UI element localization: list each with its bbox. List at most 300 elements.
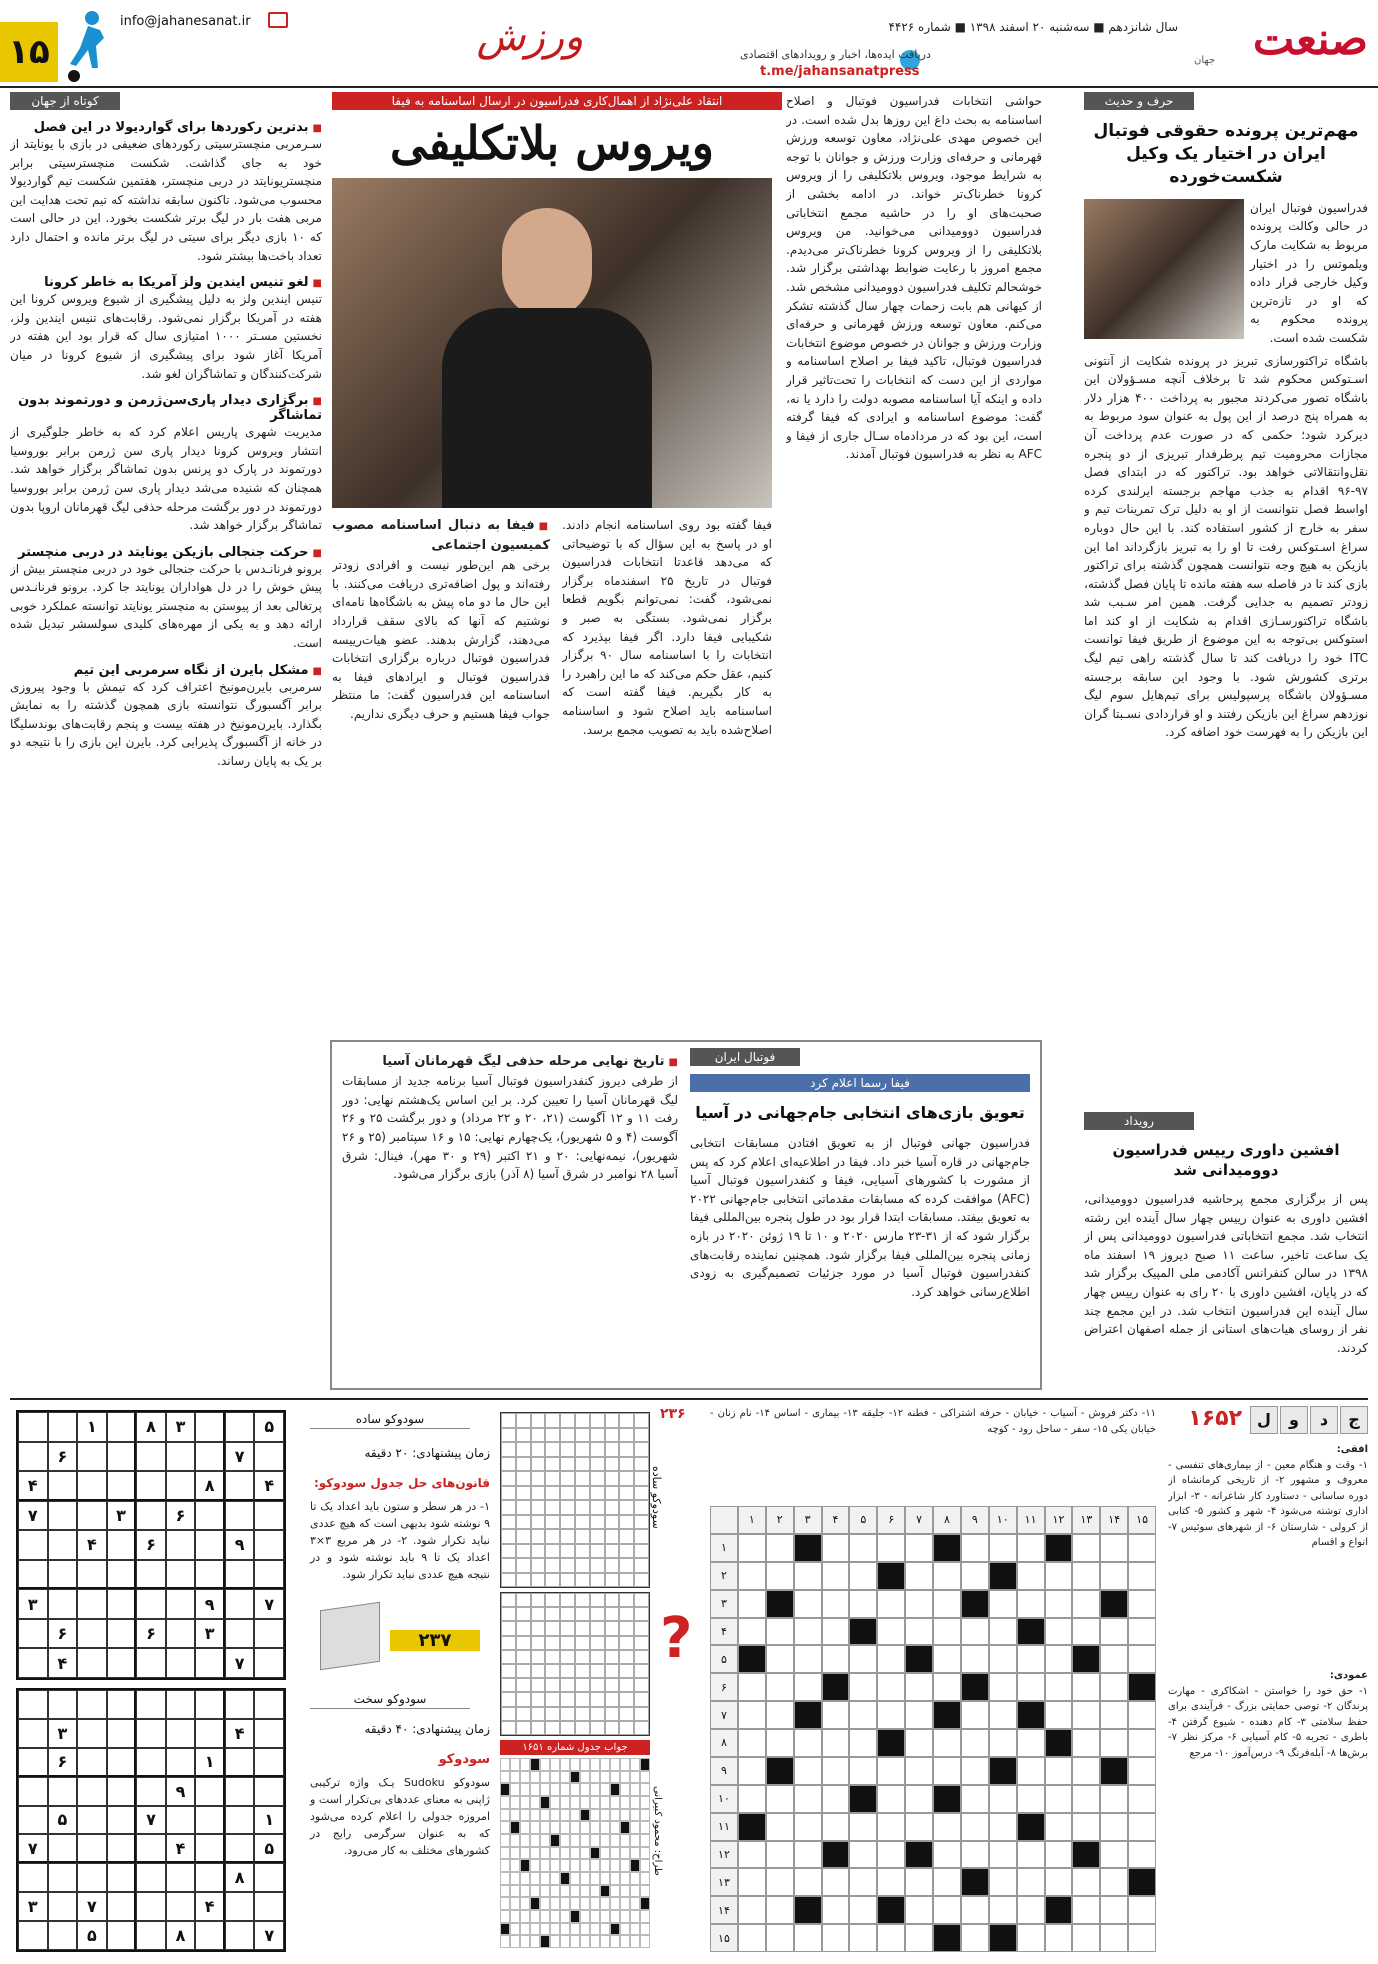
- mini-cell[interactable]: [619, 1428, 634, 1443]
- sudoku-cell[interactable]: [195, 1530, 225, 1560]
- crossword-cell[interactable]: [794, 1841, 822, 1869]
- mini-cell[interactable]: [634, 1721, 649, 1735]
- sudoku-cell[interactable]: ۶: [48, 1748, 78, 1777]
- sudoku-cell[interactable]: [77, 1442, 107, 1472]
- sudoku-cell[interactable]: [107, 1589, 137, 1619]
- sudoku-cell[interactable]: [77, 1619, 107, 1649]
- sudoku-cell[interactable]: [136, 1719, 166, 1748]
- mini-cell[interactable]: [501, 1515, 516, 1530]
- sudoku-cell[interactable]: [77, 1748, 107, 1777]
- crossword-cell[interactable]: [766, 1701, 794, 1729]
- mini-cell[interactable]: [501, 1529, 516, 1544]
- crossword-cell[interactable]: [933, 1618, 961, 1646]
- sudoku-cell[interactable]: [254, 1648, 284, 1678]
- crossword-cell[interactable]: [794, 1896, 822, 1924]
- crossword-cell[interactable]: [794, 1785, 822, 1813]
- mini-cell[interactable]: [501, 1486, 516, 1501]
- crossword-cell[interactable]: [1072, 1534, 1100, 1562]
- sudoku-cell[interactable]: ۸: [136, 1412, 166, 1442]
- sudoku-cell[interactable]: ۸: [225, 1863, 255, 1892]
- crossword-cell[interactable]: [1072, 1757, 1100, 1785]
- crossword-cell[interactable]: [877, 1590, 905, 1618]
- crossword-cell[interactable]: [766, 1590, 794, 1618]
- sudoku-cell[interactable]: ۳: [166, 1412, 196, 1442]
- mini-cell[interactable]: [531, 1515, 546, 1530]
- mini-cell[interactable]: [560, 1515, 575, 1530]
- crossword-cell[interactable]: [1045, 1924, 1073, 1952]
- sudoku-cell[interactable]: [195, 1560, 225, 1590]
- crossword-cell[interactable]: [905, 1562, 933, 1590]
- crossword-cell[interactable]: [822, 1645, 850, 1673]
- crossword-cell[interactable]: [849, 1785, 877, 1813]
- sudoku-cell[interactable]: ۵: [254, 1412, 284, 1442]
- crossword-cell[interactable]: [794, 1618, 822, 1646]
- crossword-cell[interactable]: [1072, 1785, 1100, 1813]
- mini-cell[interactable]: [590, 1529, 605, 1544]
- mini-cell[interactable]: [634, 1707, 649, 1721]
- sudoku-cell[interactable]: [107, 1690, 137, 1719]
- mini-cell[interactable]: [501, 1544, 516, 1559]
- crossword-cell[interactable]: [1128, 1841, 1156, 1869]
- sudoku-cell[interactable]: [254, 1690, 284, 1719]
- mini-cell[interactable]: [634, 1442, 649, 1457]
- sudoku-cell[interactable]: [48, 1471, 78, 1501]
- crossword-cell[interactable]: [794, 1701, 822, 1729]
- mini-cell[interactable]: [605, 1457, 620, 1472]
- mini-cell[interactable]: [545, 1500, 560, 1515]
- sudoku-cell[interactable]: ۴: [48, 1648, 78, 1678]
- sudoku-cell[interactable]: [195, 1442, 225, 1472]
- crossword-cell[interactable]: [1100, 1924, 1128, 1952]
- sudoku-cell[interactable]: ۳: [107, 1501, 137, 1531]
- mini-cell[interactable]: [634, 1650, 649, 1664]
- crossword-cell[interactable]: [794, 1757, 822, 1785]
- mini-cell[interactable]: [545, 1664, 560, 1678]
- sudoku-bottom-grid[interactable]: [16, 1688, 286, 1952]
- crossword-cell[interactable]: [1045, 1785, 1073, 1813]
- mini-cell[interactable]: [590, 1650, 605, 1664]
- sudoku-cell[interactable]: [18, 1530, 48, 1560]
- crossword-cell[interactable]: [1072, 1618, 1100, 1646]
- mini-cell[interactable]: [545, 1721, 560, 1735]
- mini-cell[interactable]: [531, 1593, 546, 1607]
- sudoku-cell[interactable]: [225, 1806, 255, 1835]
- mini-cell[interactable]: [531, 1486, 546, 1501]
- crossword-cell[interactable]: [933, 1924, 961, 1952]
- sudoku-cell[interactable]: [107, 1719, 137, 1748]
- crossword-cell[interactable]: [961, 1813, 989, 1841]
- crossword-cell[interactable]: [905, 1618, 933, 1646]
- sudoku-cell[interactable]: [225, 1892, 255, 1921]
- mini-cell[interactable]: [605, 1721, 620, 1735]
- crossword-cell[interactable]: [822, 1896, 850, 1924]
- sudoku-cell[interactable]: [77, 1560, 107, 1590]
- crossword-cell[interactable]: [766, 1562, 794, 1590]
- crossword-cell[interactable]: [822, 1841, 850, 1869]
- crossword-cell[interactable]: [1017, 1924, 1045, 1952]
- mini-cell[interactable]: [605, 1442, 620, 1457]
- mini-cell[interactable]: [575, 1457, 590, 1472]
- mini-cell[interactable]: [634, 1515, 649, 1530]
- crossword-cell[interactable]: [1017, 1813, 1045, 1841]
- sudoku-top-grid[interactable]: [16, 1410, 286, 1680]
- crossword-cell[interactable]: [738, 1813, 766, 1841]
- mini-cell[interactable]: [501, 1593, 516, 1607]
- mini-cell[interactable]: [560, 1500, 575, 1515]
- mini-cell[interactable]: [575, 1707, 590, 1721]
- crossword-cell[interactable]: [1128, 1729, 1156, 1757]
- mini-cell[interactable]: [590, 1621, 605, 1635]
- mini-cell[interactable]: [605, 1558, 620, 1573]
- crossword-cell[interactable]: [822, 1729, 850, 1757]
- crossword-cell[interactable]: [822, 1562, 850, 1590]
- mini-cell[interactable]: [575, 1500, 590, 1515]
- mini-cell[interactable]: [560, 1678, 575, 1692]
- mini-cell[interactable]: [501, 1636, 516, 1650]
- mini-cell[interactable]: [590, 1636, 605, 1650]
- mini-cell[interactable]: [545, 1413, 560, 1428]
- mini-cell[interactable]: [531, 1678, 546, 1692]
- crossword-cell[interactable]: [766, 1924, 794, 1952]
- crossword-cell[interactable]: [766, 1813, 794, 1841]
- crossword-cell[interactable]: [1045, 1618, 1073, 1646]
- sudoku-cell[interactable]: [225, 1560, 255, 1590]
- sudoku-cell[interactable]: ۳: [195, 1619, 225, 1649]
- sudoku-cell[interactable]: ۱: [195, 1748, 225, 1777]
- sudoku-cell[interactable]: [166, 1471, 196, 1501]
- sudoku-cell[interactable]: ۴: [18, 1471, 48, 1501]
- crossword-cell[interactable]: [933, 1590, 961, 1618]
- crossword-cell[interactable]: [1100, 1673, 1128, 1701]
- sudoku-cell[interactable]: [195, 1777, 225, 1806]
- crossword-cell[interactable]: [905, 1645, 933, 1673]
- crossword-cell[interactable]: [1045, 1729, 1073, 1757]
- crossword-cell[interactable]: [849, 1673, 877, 1701]
- crossword-cell[interactable]: [905, 1896, 933, 1924]
- mini-cell[interactable]: [590, 1515, 605, 1530]
- mini-cell[interactable]: [560, 1529, 575, 1544]
- mini-cell[interactable]: [605, 1593, 620, 1607]
- crossword-cell[interactable]: [933, 1645, 961, 1673]
- sudoku-cell[interactable]: [48, 1560, 78, 1590]
- crossword-cell[interactable]: [1128, 1868, 1156, 1896]
- mini-cell[interactable]: [560, 1621, 575, 1635]
- crossword-cell[interactable]: [794, 1813, 822, 1841]
- crossword-cell[interactable]: [877, 1868, 905, 1896]
- sudoku-cell[interactable]: [107, 1921, 137, 1950]
- crossword-cell[interactable]: [794, 1562, 822, 1590]
- sudoku-cell[interactable]: [107, 1834, 137, 1863]
- mini-cell[interactable]: [605, 1678, 620, 1692]
- sudoku-cell[interactable]: [254, 1530, 284, 1560]
- mini-cell[interactable]: [590, 1558, 605, 1573]
- crossword-cell[interactable]: [989, 1924, 1017, 1952]
- crossword-cell[interactable]: [1100, 1868, 1128, 1896]
- crossword-cell[interactable]: [933, 1757, 961, 1785]
- mini-cell[interactable]: [575, 1650, 590, 1664]
- sudoku-cell[interactable]: [136, 1892, 166, 1921]
- mini-cell[interactable]: [501, 1692, 516, 1706]
- sudoku-cell[interactable]: [48, 1863, 78, 1892]
- sudoku-cell[interactable]: [48, 1501, 78, 1531]
- sudoku-cell[interactable]: [225, 1748, 255, 1777]
- crossword-cell[interactable]: [905, 1590, 933, 1618]
- crossword-cell[interactable]: [849, 1841, 877, 1869]
- sudoku-cell[interactable]: [166, 1892, 196, 1921]
- mini-cell[interactable]: [575, 1621, 590, 1635]
- crossword-cell[interactable]: [766, 1757, 794, 1785]
- mini-cell[interactable]: [516, 1515, 531, 1530]
- crossword-cell[interactable]: [1128, 1618, 1156, 1646]
- sudoku-cell[interactable]: ۳: [18, 1589, 48, 1619]
- sudoku-cell[interactable]: [136, 1863, 166, 1892]
- sudoku-cell[interactable]: [48, 1834, 78, 1863]
- crossword-cell[interactable]: [738, 1673, 766, 1701]
- mini-cell[interactable]: [516, 1486, 531, 1501]
- sudoku-cell[interactable]: [77, 1834, 107, 1863]
- mini-cell[interactable]: [634, 1692, 649, 1706]
- crossword-cell[interactable]: [933, 1813, 961, 1841]
- mini-cell[interactable]: [575, 1664, 590, 1678]
- mini-cell[interactable]: [575, 1486, 590, 1501]
- crossword-cell[interactable]: [933, 1534, 961, 1562]
- crossword-cell[interactable]: [933, 1729, 961, 1757]
- mini-cell[interactable]: [531, 1664, 546, 1678]
- crossword-cell[interactable]: [1017, 1841, 1045, 1869]
- mini-cell[interactable]: [634, 1636, 649, 1650]
- sudoku-cell[interactable]: ۱: [77, 1412, 107, 1442]
- sudoku-cell[interactable]: ۵: [77, 1921, 107, 1950]
- sudoku-cell[interactable]: [166, 1442, 196, 1472]
- crossword-cell[interactable]: [822, 1618, 850, 1646]
- mini-cell[interactable]: [590, 1442, 605, 1457]
- sudoku-cell[interactable]: [107, 1648, 137, 1678]
- mini-cell[interactable]: [560, 1607, 575, 1621]
- crossword-cell[interactable]: [961, 1645, 989, 1673]
- mini-cell[interactable]: [619, 1650, 634, 1664]
- mini-cell[interactable]: [634, 1529, 649, 1544]
- crossword-cell[interactable]: [1072, 1924, 1100, 1952]
- crossword-cell[interactable]: [961, 1896, 989, 1924]
- mini-cell[interactable]: [531, 1621, 546, 1635]
- mini-cell[interactable]: [605, 1515, 620, 1530]
- sudoku-cell[interactable]: [48, 1589, 78, 1619]
- mini-cell[interactable]: [545, 1486, 560, 1501]
- crossword-cell[interactable]: [738, 1785, 766, 1813]
- mini-cell[interactable]: [605, 1413, 620, 1428]
- crossword-cell[interactable]: [766, 1618, 794, 1646]
- mini-cell[interactable]: [531, 1413, 546, 1428]
- mini-cell[interactable]: [619, 1442, 634, 1457]
- mini-cell[interactable]: [634, 1621, 649, 1635]
- mini-cell[interactable]: [575, 1593, 590, 1607]
- crossword-cell[interactable]: [989, 1562, 1017, 1590]
- sudoku-cell[interactable]: [166, 1589, 196, 1619]
- crossword-cell[interactable]: [1100, 1590, 1128, 1618]
- sudoku-cell[interactable]: [225, 1619, 255, 1649]
- sudoku-cell[interactable]: ۶: [136, 1530, 166, 1560]
- mini-cell[interactable]: [560, 1428, 575, 1443]
- crossword-cell[interactable]: [738, 1534, 766, 1562]
- mini-cell[interactable]: [516, 1428, 531, 1443]
- crossword-cell[interactable]: [1128, 1757, 1156, 1785]
- crossword-cell[interactable]: [766, 1645, 794, 1673]
- crossword-cell[interactable]: [933, 1701, 961, 1729]
- mini-cell[interactable]: [619, 1621, 634, 1635]
- mini-cell[interactable]: [545, 1678, 560, 1692]
- crossword-cell[interactable]: [1100, 1785, 1128, 1813]
- mini-cell[interactable]: [531, 1529, 546, 1544]
- crossword-cell[interactable]: [933, 1868, 961, 1896]
- mini-cell[interactable]: [516, 1721, 531, 1735]
- mini-cell[interactable]: [516, 1529, 531, 1544]
- sudoku-cell[interactable]: [254, 1777, 284, 1806]
- sudoku-cell[interactable]: [136, 1921, 166, 1950]
- mini-cell[interactable]: [560, 1471, 575, 1486]
- mini-cell[interactable]: [560, 1573, 575, 1588]
- mini-cell[interactable]: [590, 1678, 605, 1692]
- sudoku-cell[interactable]: [77, 1777, 107, 1806]
- crossword-cell[interactable]: [738, 1701, 766, 1729]
- crossword-cell[interactable]: [1017, 1757, 1045, 1785]
- sudoku-cell[interactable]: [136, 1834, 166, 1863]
- sudoku-cell[interactable]: [136, 1777, 166, 1806]
- mini-cell[interactable]: [516, 1607, 531, 1621]
- mini-cell[interactable]: [605, 1636, 620, 1650]
- sudoku-cell[interactable]: [18, 1442, 48, 1472]
- crossword-cell[interactable]: [1017, 1785, 1045, 1813]
- sudoku-cell[interactable]: [77, 1863, 107, 1892]
- mini-cell[interactable]: [590, 1457, 605, 1472]
- mini-cell[interactable]: [516, 1442, 531, 1457]
- mini-cell[interactable]: [619, 1721, 634, 1735]
- mini-cell[interactable]: [545, 1636, 560, 1650]
- mini-cell[interactable]: [590, 1607, 605, 1621]
- mini-cell[interactable]: [575, 1471, 590, 1486]
- sudoku-cell[interactable]: [136, 1748, 166, 1777]
- mini-cell[interactable]: [545, 1707, 560, 1721]
- crossword-cell[interactable]: [877, 1896, 905, 1924]
- crossword-cell[interactable]: [794, 1590, 822, 1618]
- sudoku-cell[interactable]: [195, 1648, 225, 1678]
- mini-cell[interactable]: [575, 1573, 590, 1588]
- mini-cell[interactable]: [531, 1607, 546, 1621]
- mini-cell[interactable]: [605, 1486, 620, 1501]
- sudoku-cell[interactable]: ۹: [225, 1530, 255, 1560]
- sudoku-cell[interactable]: [77, 1589, 107, 1619]
- sudoku-cell[interactable]: [136, 1589, 166, 1619]
- mini-cell[interactable]: [560, 1692, 575, 1706]
- sudoku-cell[interactable]: [254, 1560, 284, 1590]
- sudoku-cell[interactable]: [195, 1690, 225, 1719]
- crossword-cell[interactable]: [989, 1757, 1017, 1785]
- crossword-cell[interactable]: [1017, 1896, 1045, 1924]
- sudoku-cell[interactable]: [107, 1806, 137, 1835]
- crossword-cell[interactable]: [1128, 1562, 1156, 1590]
- crossword-cell[interactable]: [961, 1562, 989, 1590]
- sudoku-cell[interactable]: [166, 1806, 196, 1835]
- mini-cell[interactable]: [560, 1558, 575, 1573]
- mini-cell[interactable]: [619, 1593, 634, 1607]
- sudoku-cell[interactable]: [225, 1589, 255, 1619]
- crossword-cell[interactable]: [961, 1701, 989, 1729]
- sudoku-cell[interactable]: [254, 1863, 284, 1892]
- mini-cell[interactable]: [501, 1471, 516, 1486]
- mini-cell[interactable]: [590, 1413, 605, 1428]
- sudoku-cell[interactable]: ۴: [195, 1892, 225, 1921]
- sudoku-cell[interactable]: [225, 1777, 255, 1806]
- mini-cell[interactable]: [634, 1558, 649, 1573]
- sudoku-cell[interactable]: [136, 1501, 166, 1531]
- mini-cell[interactable]: [531, 1442, 546, 1457]
- sudoku-cell[interactable]: [225, 1412, 255, 1442]
- mini-cell[interactable]: [545, 1457, 560, 1472]
- mini-cell[interactable]: [531, 1707, 546, 1721]
- crossword-cell[interactable]: [822, 1924, 850, 1952]
- mini-cell[interactable]: [501, 1607, 516, 1621]
- mini-cell[interactable]: [501, 1457, 516, 1472]
- sudoku-cell[interactable]: [18, 1690, 48, 1719]
- mini-cell[interactable]: [634, 1413, 649, 1428]
- mini-cell[interactable]: [560, 1457, 575, 1472]
- crossword-cell[interactable]: [1128, 1896, 1156, 1924]
- mini-cell[interactable]: [634, 1678, 649, 1692]
- mini-cell[interactable]: [575, 1607, 590, 1621]
- mini-cell[interactable]: [501, 1678, 516, 1692]
- crossword-cell[interactable]: [849, 1590, 877, 1618]
- sudoku-cell[interactable]: [225, 1834, 255, 1863]
- crossword-cell[interactable]: [822, 1757, 850, 1785]
- crossword-cell[interactable]: [1045, 1757, 1073, 1785]
- mini-cell[interactable]: [634, 1457, 649, 1472]
- crossword-cell[interactable]: [1072, 1590, 1100, 1618]
- crossword-cell[interactable]: [905, 1729, 933, 1757]
- crossword-cell[interactable]: [933, 1841, 961, 1869]
- mini-cell[interactable]: [516, 1413, 531, 1428]
- mini-cell[interactable]: [605, 1664, 620, 1678]
- mini-cell[interactable]: [605, 1692, 620, 1706]
- crossword-cell[interactable]: [849, 1813, 877, 1841]
- mini-cell[interactable]: [545, 1529, 560, 1544]
- crossword-cell[interactable]: [1128, 1590, 1156, 1618]
- mini-cell[interactable]: [619, 1678, 634, 1692]
- crossword-cell[interactable]: [989, 1673, 1017, 1701]
- crossword-cell[interactable]: [1128, 1645, 1156, 1673]
- crossword-cell[interactable]: [849, 1645, 877, 1673]
- crossword-cell[interactable]: [1100, 1896, 1128, 1924]
- crossword-cell[interactable]: [877, 1645, 905, 1673]
- mini-cell[interactable]: [619, 1529, 634, 1544]
- mini-cell[interactable]: [560, 1593, 575, 1607]
- crossword-cell[interactable]: [877, 1813, 905, 1841]
- crossword-cell[interactable]: [849, 1618, 877, 1646]
- mini-cell[interactable]: [545, 1558, 560, 1573]
- mini-cell[interactable]: [605, 1529, 620, 1544]
- crossword-cell[interactable]: [1100, 1534, 1128, 1562]
- crossword-cell[interactable]: [961, 1534, 989, 1562]
- mini-cell[interactable]: [605, 1607, 620, 1621]
- crossword-cell[interactable]: [849, 1701, 877, 1729]
- mini-cell[interactable]: [634, 1500, 649, 1515]
- crossword-cell[interactable]: [766, 1785, 794, 1813]
- mini-cell[interactable]: [634, 1428, 649, 1443]
- crossword-cell[interactable]: [961, 1590, 989, 1618]
- mini-cell[interactable]: [605, 1707, 620, 1721]
- sudoku-cell[interactable]: ۶: [48, 1619, 78, 1649]
- sudoku-cell[interactable]: ۶: [136, 1619, 166, 1649]
- mini-sudoku-hard[interactable]: [500, 1592, 650, 1736]
- mini-cell[interactable]: [560, 1486, 575, 1501]
